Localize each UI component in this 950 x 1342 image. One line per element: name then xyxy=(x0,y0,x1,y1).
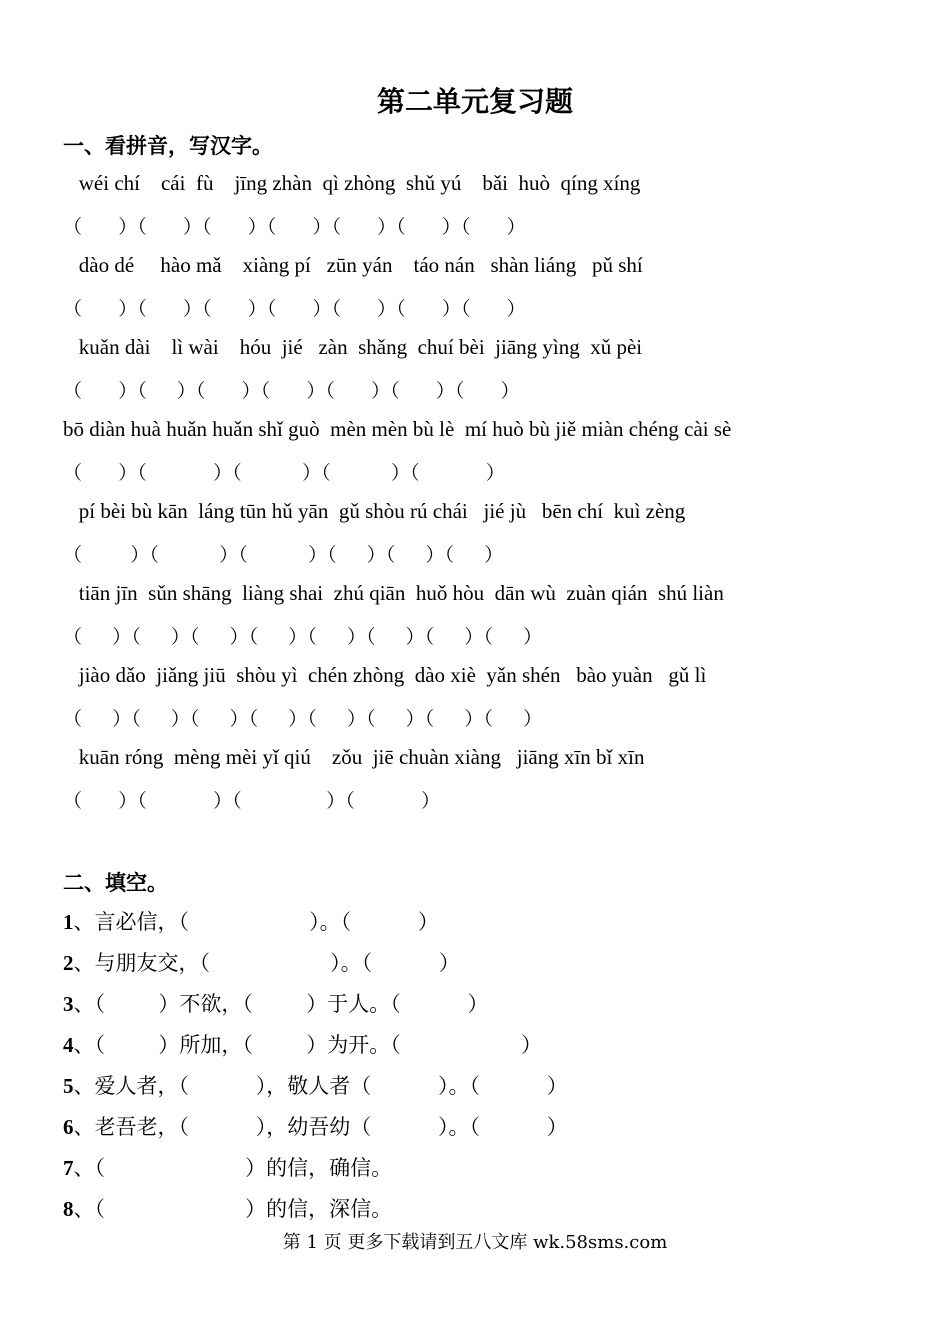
section2-heading: 二、填空。 xyxy=(63,870,168,895)
section1-heading: 一、看拼音，写汉字。 xyxy=(63,133,273,158)
answer-parens-row-6: （ ）（ ）（ ）（ ）（ ）（ ）（ ）（ ） xyxy=(63,626,543,648)
item-text: 、爱人者，（ ），敬人者（ ）。（ ） xyxy=(73,1074,568,1098)
fill-item-4 xyxy=(63,1029,542,1059)
answer-parens-row-2: （ ）（ ）（ ）（ ）（ ）（ ）（ ） xyxy=(63,298,526,320)
answer-parens-row-7: （ ）（ ）（ ）（ ）（ ）（ ）（ ）（ ） xyxy=(63,708,543,730)
page-title: 第二单元复习题 xyxy=(376,85,573,118)
item-text: 、（ ）的信，深信。 xyxy=(73,1197,393,1221)
item-number: 8 xyxy=(63,1197,74,1221)
item-number: 6 xyxy=(63,1115,74,1139)
item-number: 3 xyxy=(63,992,74,1016)
fill-item-3 xyxy=(63,988,489,1018)
pinyin-row-1: wéi chí cái fù jīng zhàn qì zhòng shǔ yú bǎi huò qíng xíng xyxy=(63,171,641,195)
fill-item-6 xyxy=(63,1111,568,1141)
fill-item-1 xyxy=(63,906,439,936)
pinyin-row-3: kuǎn dài lì wài hóu jié zàn shǎng chuí bèi jiāng yìng xǔ pèi xyxy=(63,335,643,359)
item-text: 、（ ）不欲，（ ）于人。（ ） xyxy=(73,992,489,1016)
item-number: 5 xyxy=(63,1074,74,1098)
pinyin-row-7: jiào dǎo jiǎng jiū shòu yì chén zhòng dào xiè yǎn shén bào yuàn gǔ lì xyxy=(63,663,707,687)
answer-parens-row-8: （ ）（ ）（ ）（ ） xyxy=(63,790,441,812)
pinyin-row-6: tiān jīn sǔn shāng liàng shai zhú qiān huǒ hòu dān wù zuàn qián shú liàn xyxy=(63,581,724,605)
page-footer: 第 1 页 更多下载请到五八文库 wk.58sms.com xyxy=(282,1232,668,1253)
fill-item-7 xyxy=(63,1152,392,1182)
item-number: 2 xyxy=(63,951,74,975)
pinyin-row-5: pí bèi bù kān láng tūn hǔ yān gǔ shòu rú chái jié jù bēn chí kuì zèng xyxy=(63,499,686,523)
item-text: 、言必信，（ ）。（ ） xyxy=(73,910,439,934)
pinyin-row-4: bō diàn huà huǎn huǎn shǐ guò mèn mèn bù lè mí huò bù jiě miàn chéng cài sè xyxy=(63,417,732,441)
item-text: 、（ ）所加，（ ）为开。（ ） xyxy=(73,1033,542,1057)
fill-item-5 xyxy=(63,1070,568,1100)
pinyin-row-2: dào dé hào mǎ xiàng pí zūn yán táo nán shàn liáng pǔ shí xyxy=(63,253,643,277)
item-number: 1 xyxy=(63,910,74,934)
fill-item-2 xyxy=(63,947,460,977)
answer-parens-row-5: （ ）（ ）（ ）（ ）（ ）（ ） xyxy=(63,544,504,566)
fill-item-8 xyxy=(63,1193,392,1223)
item-text: 、（ ）的信，确信。 xyxy=(73,1156,393,1180)
answer-parens-row-3: （ ）（ ）（ ）（ ）（ ）（ ）（ ） xyxy=(63,380,520,402)
answer-parens-row-1: （ ）（ ）（ ）（ ）（ ）（ ）（ ） xyxy=(63,216,526,238)
item-text: 、与朋友交，（ ）。（ ） xyxy=(73,951,460,975)
answer-parens-row-4: （ ）（ ）（ ）（ ）（ ） xyxy=(63,462,505,484)
pinyin-row-8: kuān róng mèng mèi yǐ qiú zǒu jiē chuàn xiàng jiāng xīn bǐ xīn xyxy=(63,745,645,769)
item-text: 、老吾老，（ ），幼吾幼（ ）。（ ） xyxy=(73,1115,568,1139)
item-number: 4 xyxy=(63,1033,74,1057)
item-number: 7 xyxy=(63,1156,74,1180)
